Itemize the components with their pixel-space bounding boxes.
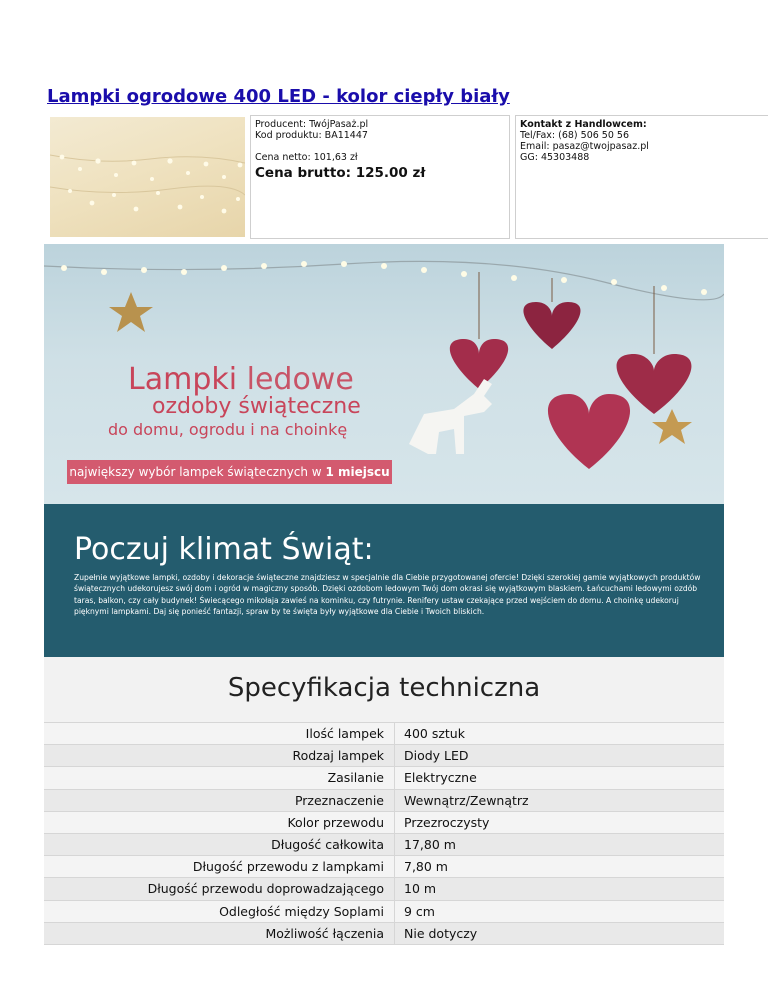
spec-table	[44, 722, 724, 945]
promo-section	[44, 504, 724, 657]
producer-text: Producent: TwójPasaż.pl	[255, 119, 369, 130]
contact-heading: Kontakt z Handlowcem:	[520, 119, 647, 130]
spec-value: Przezroczysty	[395, 811, 725, 833]
net-price-text: Cena netto: 101,63 zł	[255, 152, 358, 163]
banner-title-line2	[152, 394, 361, 419]
table-row	[44, 833, 724, 855]
spec-label: Zasilanie	[44, 767, 395, 789]
gold-star-small-icon	[652, 409, 692, 444]
table-row	[44, 723, 724, 745]
spec-section	[44, 657, 724, 943]
product-details-cell	[250, 115, 510, 239]
table-row	[44, 878, 724, 900]
contact-phone: Tel/Fax: (68) 506 50 56	[520, 130, 629, 141]
table-row	[44, 789, 724, 811]
hanging-hearts-icon	[450, 272, 692, 469]
led-lights-photo	[50, 117, 245, 237]
product-thumbnail[interactable]	[50, 117, 245, 237]
spec-label: Długość całkowita	[44, 833, 395, 855]
promo-banner[interactable]	[44, 244, 724, 504]
banner-tagline: do domu, ogrodu i na choinkę	[108, 420, 348, 439]
spec-label: Długość przewodu z lampkami	[44, 856, 395, 878]
product-title-link[interactable]: Lampki ogrodowe 400 LED - kolor ciepły biały	[47, 86, 510, 107]
spec-label: Kolor przewodu	[44, 811, 395, 833]
banner-cta-bold: 1 miejscu	[325, 465, 390, 479]
spec-value: 17,80 m	[395, 833, 725, 855]
banner-cta-text: największy wybór lampek świątecznych w	[69, 465, 326, 479]
promo-text: Zupełnie wyjątkowe lampki, ozdoby i dekoracje świąteczne znajdziesz w specjalnie dla Ciebie przygotowanej ofercie! Dzięki szerokiej gamie wyjątkowych produktów świątecznych udekorujesz swój dom i ogród w magiczny sposób. Dzięki ozdobom ledowym Twój dom okrasi się wyjątkowym blaskiem. Łańcuchami ledowymi ozdób taras, balkon, czy cały budynek! Świecącego mikołaja zawieś na kominku, czy futrynie. Renifery ustaw czekające przed wejściem do domu. A choinkę udekoruj pięknymi lampkami. Daj się ponieść fantazji, spraw by te święta były wyjątkowe dla Ciebie i Twoich bliskich.	[74, 573, 701, 617]
table-row	[44, 922, 724, 944]
product-code-text: Kod produktu: BA11447	[255, 130, 368, 141]
spec-label: Długość przewodu doprowadzającego	[44, 878, 395, 900]
banner-title-line1	[128, 362, 354, 397]
spec-label: Rodzaj lampek	[44, 745, 395, 767]
spec-value: Diody LED	[395, 745, 725, 767]
spec-label: Przeznaczenie	[44, 789, 395, 811]
spec-value: Wewnątrz/Zewnątrz	[395, 789, 725, 811]
spec-label: Możliwość łączenia	[44, 922, 395, 944]
banner-subtitle-a: ozdoby	[152, 394, 232, 419]
product-info-row	[48, 115, 720, 239]
spec-value: 7,80 m	[395, 856, 725, 878]
spec-value: 9 cm	[395, 900, 725, 922]
table-row	[44, 900, 724, 922]
spec-label: Odległość między Soplami	[44, 900, 395, 922]
banner-title-bold: Lampki	[128, 362, 238, 397]
contact-email[interactable]: Email: pasaz@twojpasaz.pl	[520, 141, 649, 152]
spec-value: 400 sztuk	[395, 723, 725, 745]
gold-star-icon	[109, 292, 153, 332]
table-row	[44, 767, 724, 789]
banner-title-light: ledowe	[237, 362, 354, 397]
reindeer-icon	[409, 379, 492, 454]
banner-subtitle-b: świąteczne	[231, 394, 361, 419]
spec-value: Elektryczne	[395, 767, 725, 789]
contact-gg: GG: 45303488	[520, 152, 590, 163]
contact-cell	[515, 115, 768, 239]
banner-cta-bar[interactable]	[67, 460, 392, 484]
table-row	[44, 811, 724, 833]
table-row	[44, 745, 724, 767]
spec-value: 10 m	[395, 878, 725, 900]
spec-value: Nie dotyczy	[395, 922, 725, 944]
promo-title: Poczuj klimat Świąt:	[74, 532, 374, 567]
table-row	[44, 856, 724, 878]
gross-price-text: Cena brutto: 125.00 zł	[255, 165, 426, 181]
spec-label: Ilość lampek	[44, 723, 395, 745]
spec-title: Specyfikacja techniczna	[227, 673, 541, 703]
